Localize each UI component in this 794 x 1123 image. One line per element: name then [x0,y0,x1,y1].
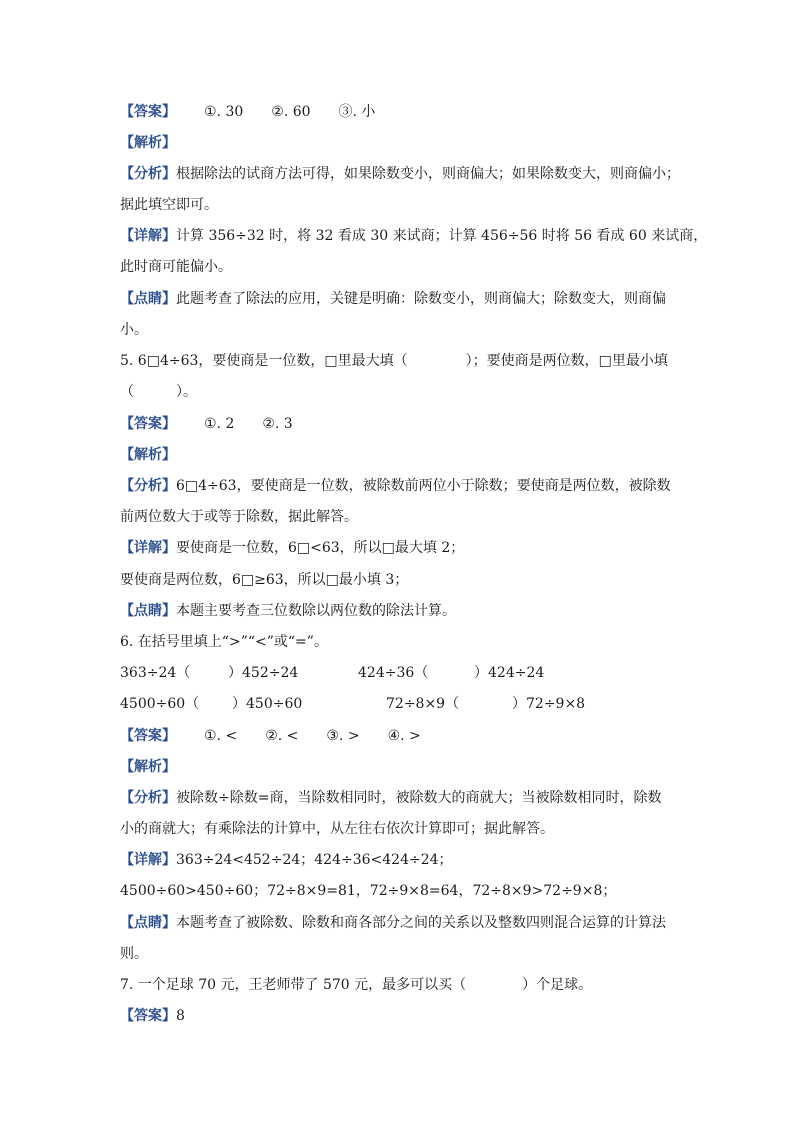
fenxi-text: 小的商就大；有乘除法的计算中，从左往右依次计算即可；据此解答。 [120,821,554,837]
question-text: 7. 一个足球 70 元，王老师带了 570 元，最多可以买（ [120,977,467,993]
q4-xiangjie-line1 [120,226,707,246]
q4-xiangjie-line2 [120,257,232,277]
answer-item: ①. 2 [204,416,235,432]
comparison-left: 363÷24（ [120,665,191,681]
answer-tag: 【答案】 [120,104,176,120]
comparison-right: ）452÷24 [228,665,299,681]
comparison-left: 72÷8×9（ [386,696,460,712]
q5-question-line1 [120,351,668,371]
answer-item: ②. < [265,728,299,744]
dianjing-tag: 【点睛】 [120,291,176,307]
q4-fenxi-line2 [120,195,218,215]
q4-dianjing-line2 [120,320,148,340]
fenxi-tag: 【分析】 [120,478,176,494]
question-text: ）；要使商是两位数，□里最小填 [465,353,668,369]
question-text: （ [120,384,134,400]
q4-jiexi [120,133,176,153]
fenxi-text: 根据除法的试商方法可得，如果除数变小，则商偏大；如果除数变大，则商偏小； [176,166,680,182]
xiangjie-text: 要使商是一位数，6□<63，所以□最大填 2； [176,540,465,556]
q5-answer-line [120,414,293,434]
q5-jiexi [120,445,176,465]
jiexi-tag: 【解析】 [120,135,176,151]
q6-dianjing-line2 [120,944,148,964]
q5-fenxi-line1 [120,476,671,496]
xiangjie-text: 此时商可能偏小。 [120,259,232,275]
q6-xiangjie-line1 [120,850,453,870]
answer-item: ②. 3 [262,416,293,432]
q5-fenxi-line2 [120,507,358,527]
xiangjie-text: 4500÷60>450÷60；72÷8×9=81，72÷9×8=64，72÷8×9>72÷9×8； [120,883,617,899]
q6-row1 [120,663,544,683]
answer-item: ①. < [204,728,238,744]
q6-question [120,632,328,652]
answer-item: 8 [176,1008,185,1024]
comparison-right: ）72÷9×8 [512,696,586,712]
q4-dianjing-line1 [120,289,666,309]
q4-answer-line [120,102,375,122]
question-text: 6. 在括号里填上“>”“<”或“=”。 [120,634,328,650]
answer-item: ③. 小 [338,104,376,120]
fenxi-text: 被除数÷除数=商，当除数相同时，被除数大的商就大；当被除数相同时，除数 [176,790,662,806]
q7-answer-line [120,1006,185,1026]
dianjing-text: 则。 [120,946,148,962]
comparison-left: 4500÷60（ [120,696,200,712]
answer-item: ④. > [387,728,421,744]
q6-xiangjie-line2 [120,881,616,901]
answer-tag: 【答案】 [120,728,176,744]
xiangjie-text: 计算 356÷32 时，将 32 看成 30 来试商；计算 456÷56 时将 56 看成 60 来试商， [176,228,708,244]
dianjing-text: 本题主要考查三位数除以两位数的除法计算。 [176,603,456,619]
dianjing-tag: 【点睛】 [120,915,176,931]
dianjing-text: 本题考查了被除数、除数和商各部分之间的关系以及整数四则混合运算的计算法 [176,915,666,931]
q4-fenxi-line1 [120,164,680,184]
fenxi-tag: 【分析】 [120,790,176,806]
q5-dianjing-line1 [120,601,456,621]
comparison-right: ）450÷60 [232,696,303,712]
xiangjie-tag: 【详解】 [120,852,176,868]
q6-row2 [120,694,585,714]
answer-item: ③. > [326,728,360,744]
comparison-right: ）424÷24 [474,665,545,681]
answer-item: ②. 60 [271,104,311,120]
question-text: ）。 [176,384,197,400]
answer-item: ①. 30 [204,104,244,120]
q7-question [120,975,592,995]
q6-fenxi-line2 [120,819,554,839]
jiexi-tag: 【解析】 [120,447,176,463]
question-text: 5. 6□4÷63，要使商是一位数，□里最大填（ [120,353,408,369]
question-text: ）个足球。 [522,977,593,993]
q5-xiangjie-line2 [120,570,408,590]
q5-question-line2 [120,382,197,402]
jiexi-tag: 【解析】 [120,759,176,775]
fenxi-text: 据此填空即可。 [120,197,218,213]
dianjing-tag: 【点睛】 [120,603,176,619]
q6-dianjing-line1 [120,913,666,933]
xiangjie-tag: 【详解】 [120,228,176,244]
xiangjie-text: 363÷24<452÷24；424÷36<424÷24； [176,852,453,868]
q6-fenxi-line1 [120,788,661,808]
q6-answer-line [120,726,421,746]
fenxi-tag: 【分析】 [120,166,176,182]
answer-tag: 【答案】 [120,416,176,432]
q5-xiangjie-line1 [120,538,464,558]
xiangjie-text: 要使商是两位数，6□≥63，所以□最小填 3； [120,572,409,588]
fenxi-text: 前两位数大于或等于除数，据此解答。 [120,509,358,525]
answer-tag: 【答案】 [120,1008,176,1024]
comparison-left: 424÷36（ [358,665,429,681]
dianjing-text: 小。 [120,322,148,338]
xiangjie-tag: 【详解】 [120,540,176,556]
dianjing-text: 此题考查了除法的应用，关键是明确：除数变小，则商偏大；除数变大，则商偏 [176,291,666,307]
q6-jiexi [120,757,176,777]
fenxi-text: 6□4÷63，要使商是一位数，被除数前两位小于除数；要使商是两位数，被除数 [176,478,671,494]
